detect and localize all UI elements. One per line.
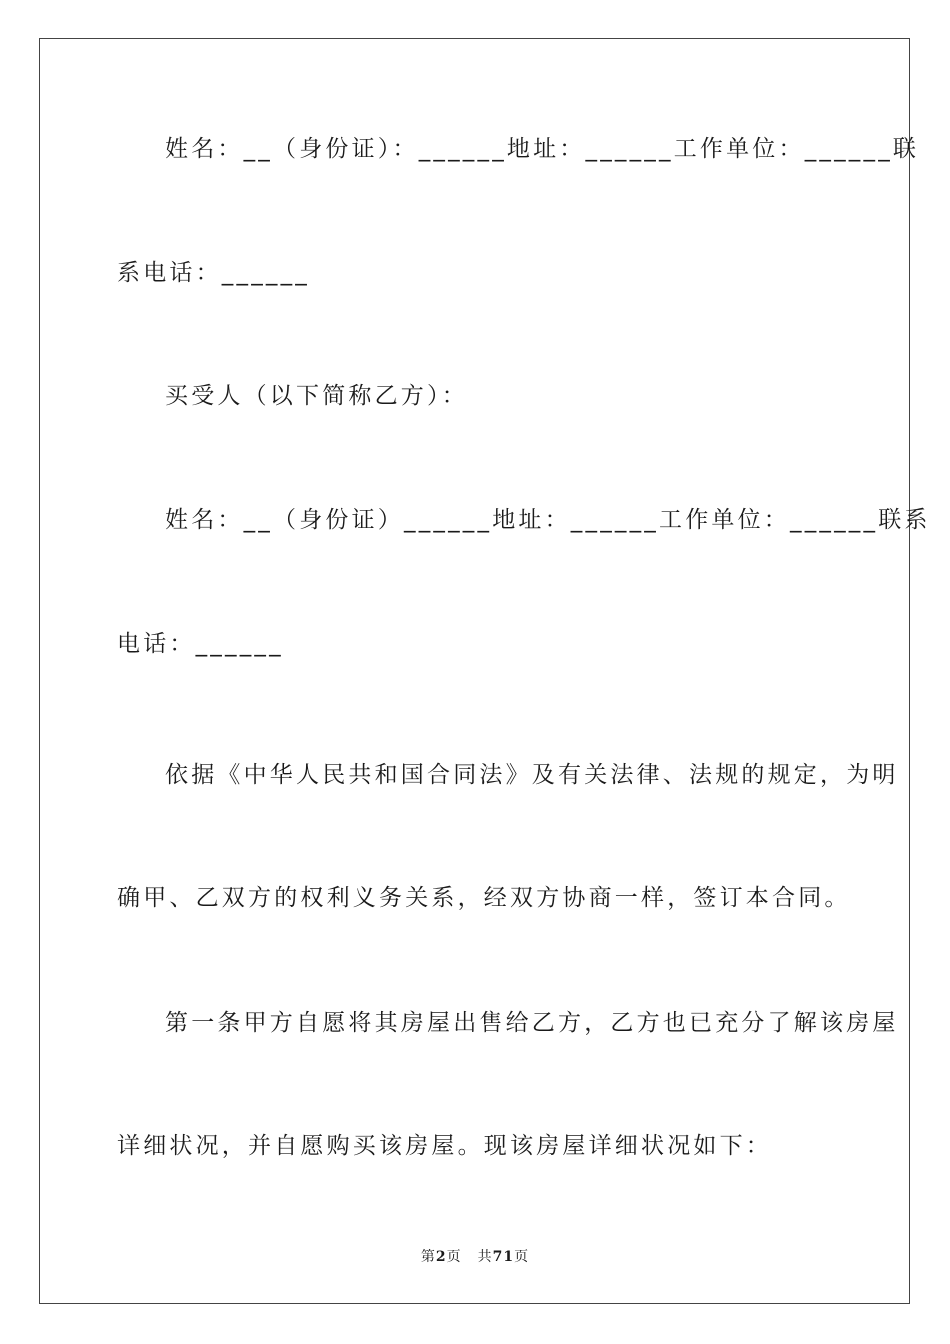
page-number: 2 — [435, 1249, 447, 1265]
article-one-line-1: 第一条甲方自愿将其房屋出售给乙方，乙方也已充分了解该房屋 — [165, 1010, 899, 1036]
total-suffix: 页 — [514, 1249, 530, 1265]
seller-name-line: 姓名：__（身份证）：______地址：______工作单位：______联 — [165, 136, 920, 162]
buyer-heading: 买受人（以下简称乙方）： — [165, 383, 468, 409]
page-prefix: 第 — [420, 1249, 436, 1265]
buyer-phone-line: 电话：______ — [117, 631, 284, 657]
seller-phone-line: 系电话：______ — [117, 260, 310, 286]
page-suffix: 页 — [446, 1249, 462, 1265]
page-border — [39, 38, 931, 1304]
total-prefix: 共 — [477, 1249, 493, 1265]
article-one-line-2: 详细状况，并自愿购买该房屋。现该房屋详细状况如下： — [117, 1133, 772, 1159]
page-footer — [0, 1246, 950, 1266]
legal-basis-line-2: 确甲、乙双方的权利义务关系，经双方协商一样，签订本合同。 — [117, 885, 851, 911]
legal-basis-line-1: 依据《中华人民共和国合同法》及有关法律、法规的规定，为明 — [165, 762, 899, 788]
buyer-name-line: 姓名：__（身份证）______地址：______工作单位：______联系 — [165, 507, 931, 533]
total-pages: 71 — [492, 1249, 515, 1265]
